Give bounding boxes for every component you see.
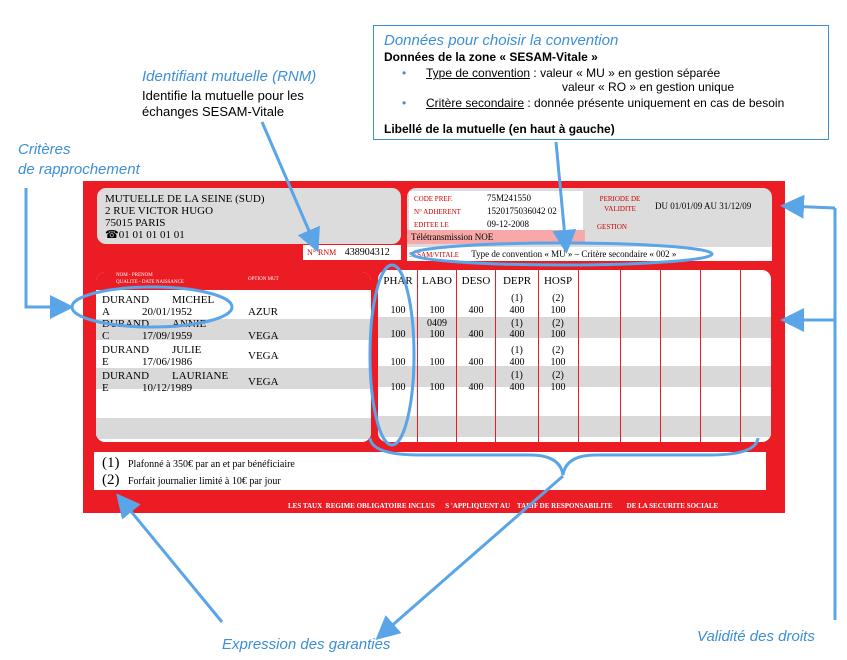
rate-depr-note: (1) [511, 318, 523, 329]
convention-subtitle: Données de la zone « SESAM-Vitale » [384, 50, 598, 64]
benef-qualite: E [102, 382, 109, 394]
code-pref-label: CODE PREF. [414, 195, 453, 203]
benef-qualite: A [102, 306, 110, 318]
validite-annotation: Validité des droits [697, 628, 815, 645]
periode-value: DU 01/01/09 AU 31/12/09 [655, 201, 752, 211]
bullet1-rest: : valeur « MU » en gestion séparée [530, 66, 721, 80]
rate-depr: 400 [509, 305, 525, 316]
col-header-hosp: HOSP [543, 275, 573, 287]
convention-arrow [556, 142, 566, 248]
bullet-icon: • [402, 96, 407, 110]
bullet1-term: Type de convention [426, 66, 531, 80]
mutuelle-city: 75015 PARIS [105, 217, 166, 229]
bullet2-term: Critère secondaire [426, 96, 525, 110]
rate-phar: 100 [390, 305, 406, 316]
benef-header-quality: QUALITE - DATE NAISSANCE [116, 280, 184, 285]
garanties-arrow-right [380, 476, 563, 636]
rate-depr-note: (1) [511, 293, 523, 304]
sesam-ellipse [412, 243, 712, 265]
garanties-arrow-left [120, 498, 222, 622]
rnm-value: 438904312 [344, 247, 390, 258]
rate-phar: 100 [390, 357, 406, 368]
convention-libelle: Libellé de la mutuelle (en haut à gauche) [384, 122, 615, 136]
garanties-annotation: Expression des garanties [222, 636, 391, 653]
col-header-deso: DESO [461, 275, 491, 287]
benef-nom: DURAND [102, 294, 150, 306]
benef-option: AZUR [248, 306, 278, 318]
rate-labo-extra: 0409 [427, 318, 447, 329]
rnm-annotation-title: Identifiant mutuelle (RNM) [142, 68, 317, 85]
benef-nom: DURAND [102, 370, 150, 382]
rate-hosp-note: (2) [552, 370, 564, 381]
col-header-labo: LABO [422, 275, 452, 287]
note2-text: Forfait journalier limité à 10€ par jour [128, 476, 281, 487]
rnm-label: N° RNM [307, 248, 337, 257]
benef-naissance: 10/12/1989 [142, 382, 193, 394]
rate-hosp: 100 [550, 382, 566, 393]
code-pref-value: 75M241550 [487, 193, 532, 203]
benef-prenom: JULIE [172, 344, 202, 356]
rate-hosp: 100 [550, 305, 566, 316]
rate-phar: 100 [390, 382, 406, 393]
rate-labo: 100 [429, 305, 445, 316]
sesam-label: SESAM/VITALE [409, 251, 459, 259]
gestion-label: GESTION [597, 223, 627, 231]
periode-label: PERIODE DE VALIDITE [599, 195, 641, 213]
editee-label: EDITEE LE [414, 221, 449, 229]
rate-hosp: 100 [550, 329, 566, 340]
rnm-desc-line1: Identifie la mutuelle pour les [142, 88, 304, 103]
col-header-depr: DEPR [502, 275, 532, 287]
benef-prenom: MICHEL [172, 294, 215, 306]
bullet2-rest: : donnée présente uniquement en cas de besoin [524, 96, 785, 110]
rate-depr: 400 [509, 329, 525, 340]
benef-naissance: 17/06/1986 [142, 356, 193, 368]
bullet-icon: • [402, 66, 407, 80]
criteres-ellipse [72, 287, 232, 327]
benef-prenom: ANNIE [172, 318, 207, 330]
criteres-line1: Critères [18, 141, 71, 158]
benef-naissance: 17/09/1959 [142, 330, 193, 342]
rate-deso: 400 [468, 329, 484, 340]
note2-number: (2) [102, 472, 120, 488]
benef-naissance: 20/01/1952 [142, 306, 193, 318]
convention-title: Données pour choisir la convention [384, 32, 619, 49]
rate-deso: 400 [468, 382, 484, 393]
validite-arrow-top [786, 206, 835, 208]
adherent-label: N° ADHERENT [414, 208, 461, 216]
sesam-value: Type de convention « MU » – Critère secondaire « 002 » [471, 249, 677, 259]
benef-option: VEGA [248, 376, 279, 388]
mutuelle-phone: ☎01 01 01 01 01 [105, 229, 185, 241]
mutuelle-name: MUTUELLE DE LA SEINE (SUD) [105, 193, 265, 205]
rate-labo: 100 [429, 357, 445, 368]
criteres-line2: de rapprochement [18, 161, 140, 178]
arrow-head [363, 628, 380, 645]
benef-header-name: NOM - PRENOM [116, 273, 153, 278]
benef-nom: DURAND [102, 318, 150, 330]
phar-ellipse [370, 265, 414, 445]
adherent-value: 1520175036042 02 [487, 206, 557, 216]
rate-labo: 100 [429, 329, 445, 340]
benef-option: VEGA [248, 330, 279, 342]
editee-value: 09-12-2008 [487, 219, 529, 229]
rate-depr-note: (1) [511, 345, 523, 356]
rate-depr: 400 [509, 357, 525, 368]
benef-nom: DURAND [102, 344, 150, 356]
rate-phar: 100 [390, 329, 406, 340]
rate-deso: 400 [468, 357, 484, 368]
note1-number: (1) [102, 455, 120, 471]
rnm-arrow [262, 122, 316, 247]
rate-hosp-note: (2) [552, 345, 564, 356]
benef-header-option: OPTION MUT [248, 277, 279, 282]
card-bottom-line: LES TAUX REGIME OBLIGATOIRE INCLUS S 'APPLIQUENT AU TARIF DE RESPONSABILITE DE LA SECURITE SOCIALE [288, 502, 719, 510]
note1-text: Plafonné à 350€ par an et par bénéficiaire [128, 459, 295, 470]
benef-option: VEGA [248, 350, 279, 362]
benef-prenom: LAURIANE [172, 370, 229, 382]
rate-depr-note: (1) [511, 370, 523, 381]
rate-depr: 400 [509, 382, 525, 393]
benef-qualite: C [102, 330, 110, 342]
rnm-desc-line2: échanges SESAM-Vitale [142, 104, 285, 119]
col-header-phar: PHAR [383, 275, 413, 287]
garanties-brace [370, 438, 758, 475]
rate-labo: 100 [429, 382, 445, 393]
rate-hosp-note: (2) [552, 293, 564, 304]
rate-deso: 400 [468, 305, 484, 316]
rate-hosp: 100 [550, 357, 566, 368]
mutuelle-street: 2 RUE VICTOR HUGO [105, 205, 214, 217]
teletrans-text: Télétransmission NOE [411, 232, 494, 242]
rate-hosp-note: (2) [552, 318, 564, 329]
criteres-arrow [26, 188, 68, 307]
convention-bullet1-line2: valeur « RO » en gestion unique [562, 80, 735, 94]
benef-qualite: E [102, 356, 109, 368]
